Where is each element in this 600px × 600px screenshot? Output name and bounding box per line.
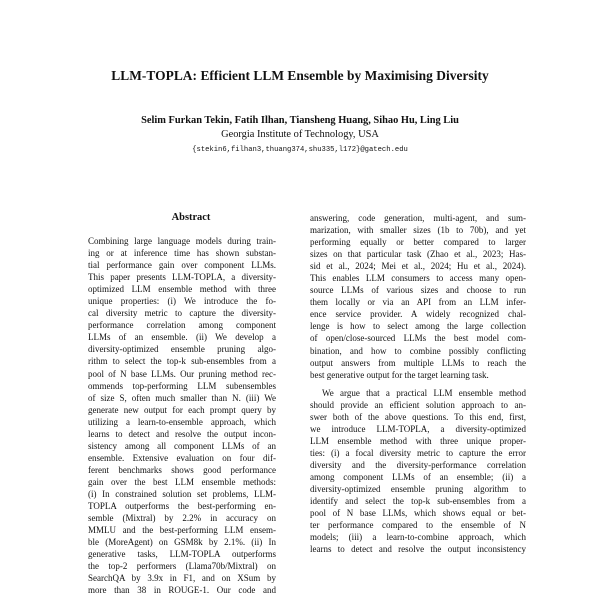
text-line: tial performance gain over component LLMs. <box>88 260 276 271</box>
text-line: gain over the best LLM ensemble methods: <box>88 476 276 487</box>
text-line: ferent benchmarks shows good performance <box>88 464 276 475</box>
text-line: LLM ensemble method with three unique proper- <box>310 435 526 446</box>
text-line: sistency among all component LLMs of an <box>88 440 276 451</box>
text-line: (i) In constrained solution set problems, LLM- <box>88 488 276 499</box>
text-line: should provide an efficient solution approach to an- <box>310 399 526 410</box>
text-line: MMLU and the best-performing LLM ensem- <box>88 525 276 536</box>
text-line: Combining large language models during train- <box>88 236 276 246</box>
text-line: marization, with smaller sizes (1b to 70b), and yet <box>310 225 526 236</box>
text-line: diversity and the diversity-performance correlation <box>310 459 526 470</box>
text-line: ence service provider. A widely recognized chal- <box>310 309 526 320</box>
text-line: of open/close-sourced LLMs the best model com- <box>310 333 526 344</box>
text-line: ommends top-performing LLM subensembles <box>88 380 276 391</box>
text-line: This paper presents LLM-TOPLA, a diversity- <box>88 272 276 283</box>
text-line: more than 38 in ROUGE-1. Our code and <box>88 585 276 596</box>
text-line: models; (iii) a learn-to-combine approach, which <box>310 532 526 543</box>
text-line: unique properties: (i) We introduce the fo- <box>88 296 276 307</box>
text-line: LLMs of an ensemble. (ii) We develop a <box>88 332 276 343</box>
text-line: TOPLA outperforms the best-performing en- <box>88 501 276 512</box>
text-line: learns to detect and resolve the output incon- <box>88 428 276 439</box>
text-line: of size S, often much smaller than N. (iii) We <box>88 392 276 403</box>
text-line: sid et al., 2024; Mei et al., 2024; Hu et al., 2024). <box>310 261 526 272</box>
text-line: the top-2 performers (Llama70b/Mixtral) on <box>88 561 276 572</box>
text-line: cal diversity metric to capture the diversity- <box>88 308 276 319</box>
text-line: diversity-optimized ensemble pruning algorithm to <box>310 484 526 495</box>
affiliation: Georgia Institute of Technology, USA <box>221 129 379 140</box>
text-line: We argue that a practical LLM ensemble method <box>322 387 526 398</box>
text-line: pool of N base LLMs, which shows equal or bet- <box>310 508 526 519</box>
text-line: source LLMs of various sizes and choose to run <box>310 285 526 296</box>
text-line: learns to detect and resolve the output inconsistency <box>310 544 526 555</box>
text-line: best generative output for the target learning task. <box>310 369 489 380</box>
intro-paragraph-1 <box>310 212 526 381</box>
text-line: ing or at inference time has shown substan- <box>88 248 276 259</box>
text-line: bination, and how to combine possibly conflicting <box>310 345 526 356</box>
text-line: them locally or via an API from an LLM infer- <box>310 297 526 308</box>
text-line: identify and select the top-k sub-ensembles from a <box>310 496 526 507</box>
introduction-column <box>310 212 526 555</box>
text-line: SearchQA by 3.9x in F1, and on XSum by <box>88 573 276 584</box>
abstract-heading: Abstract <box>171 212 211 223</box>
text-line: performing equally or better compared to larger <box>310 237 526 248</box>
text-line: ties: (i) a focal diversity metric to capture the error <box>310 447 526 458</box>
paper-title: LLM-TOPLA: Efficient LLM Ensemble by Maximising Diversity <box>111 68 489 83</box>
text-line: generate new output for each prompt query by <box>88 404 276 415</box>
text-line: optimized LLM ensemble method with three <box>88 284 276 295</box>
abstract-body <box>88 235 276 596</box>
text-line: ensemble. Extensive evaluation on four dif- <box>88 452 276 463</box>
text-line: we introduce LLM-TOPLA, a diversity-optimized <box>310 423 526 434</box>
author-list: Selim Furkan Tekin, Fatih Ilhan, Tiansheng Huang, Sihao Hu, Ling Liu <box>141 115 459 126</box>
text-line: performance correlation among component <box>88 320 276 331</box>
text-line: utilizing a learn-to-ensemble approach, which <box>88 416 276 427</box>
text-line: swer both of the above questions. To this end, first, <box>310 411 526 422</box>
text-line: semble (Mixtral) by 2.2% in accuracy on <box>88 513 276 524</box>
text-line: generative tasks, LLM-TOPLA outperforms <box>88 549 276 560</box>
text-line: pool of N base LLMs. Our pruning method rec- <box>88 368 276 379</box>
text-line: answering, code generation, multi-agent, and sum- <box>310 213 526 223</box>
text-line: among component LLMs of an ensemble; (ii) a <box>310 471 526 482</box>
text-line: output answers from multiple LLMs to reach the <box>310 357 526 368</box>
text-line: ter performance compared to the ensemble of N <box>310 520 526 531</box>
intro-paragraph-2 <box>310 387 526 556</box>
author-emails: {stekin6,filhan3,thuang374,shu335,l172}@gatech.edu <box>192 146 408 154</box>
text-line: This enables LLM consumers to access many open- <box>310 273 526 284</box>
text-line: sizes on that particular task (Zhao et al., 2023; Has- <box>310 249 526 260</box>
text-line: diversity-optimized ensemble pruning algo- <box>88 344 276 355</box>
text-line: ble (MoreAgent) on GSM8k by 2.1%. (ii) In <box>88 537 276 548</box>
text-line: lenge is how to select among the large collection <box>310 321 526 332</box>
text-line: rithm to select the top-k sub-ensembles from a <box>88 356 276 367</box>
